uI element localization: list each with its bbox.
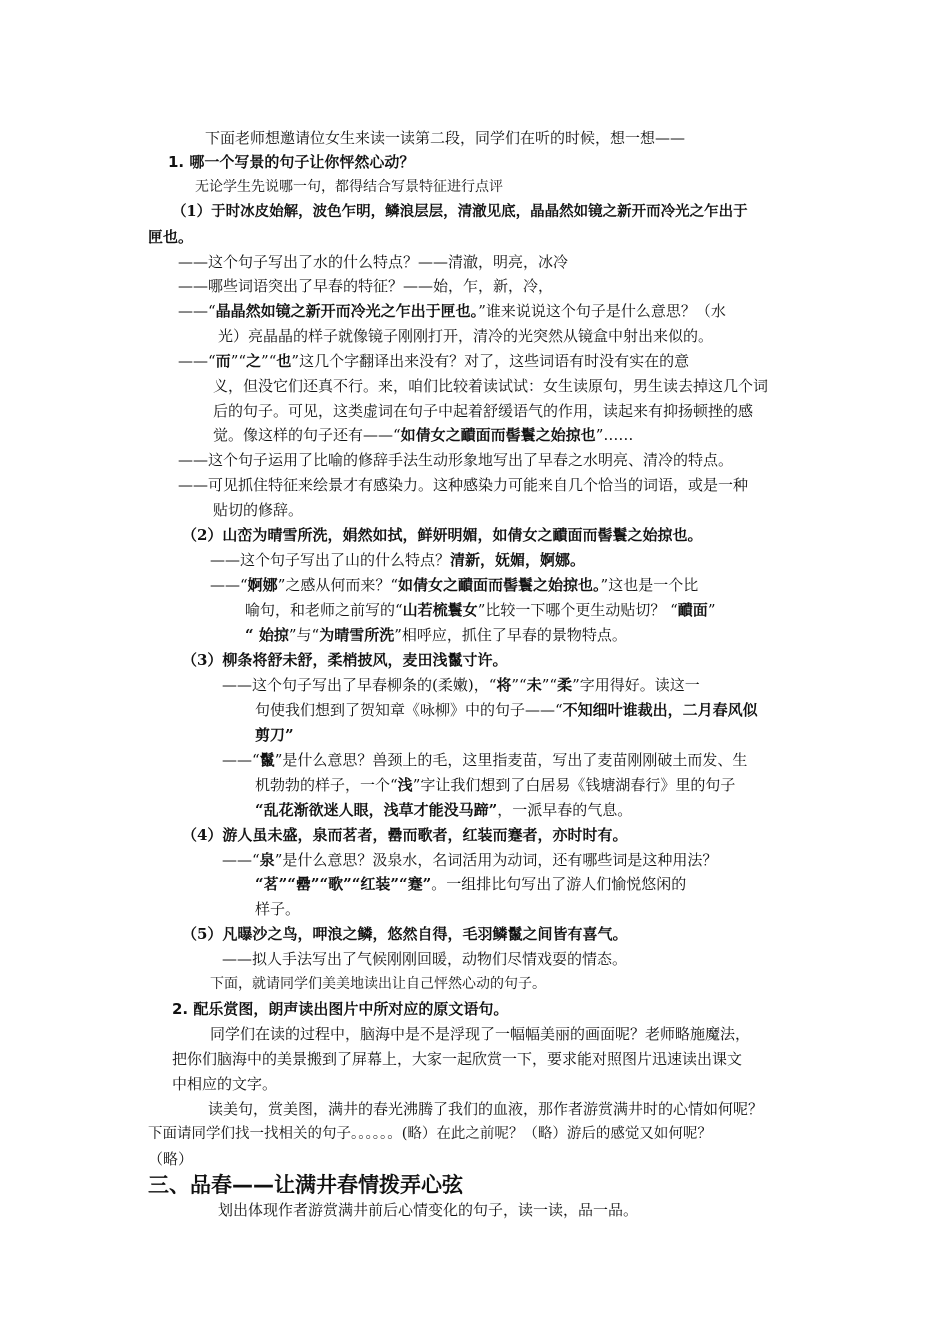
analysis-line: 后的句子。可见，这类虚词在句子中起着舒缓语气的作用，读起来有抑扬顿挫的感: [213, 402, 754, 420]
analysis-line: 光）亮晶晶的样子就像镜子刚刚打开，清冷的光突然从镜盒中射出来似的。: [218, 327, 714, 345]
analysis-line: ——这个句子写出了水的什么特点？——清澈，明亮，冰冷: [178, 253, 569, 271]
paragraph-line: 下面老师想邀请位女生来读一读第二段，同学们在听的时候，想一想——: [205, 129, 686, 147]
question-heading: 2. 配乐赏图，朗声读出图片中所对应的原文语句。: [172, 1000, 509, 1018]
analysis-line: 样子。: [255, 900, 301, 918]
analysis-line: ——“晶晶然如镜之新开而冷光之乍出于匣也。”谁来说说这个句子是什么意思？（水: [178, 302, 726, 320]
quote-sentence-3: （3）柳条将舒未舒，柔梢披风，麦田浅鬣寸许。: [182, 651, 508, 669]
quote-sentence-1-cont: 匣也。: [148, 228, 194, 246]
analysis-line: ——“婀娜”之感从何而来？“如倩女之靧面而髻鬟之始掠也。”这也是一个比: [210, 576, 699, 594]
paragraph-line: 同学们在读的过程中，脑海中是不是浮现了一幅幅美丽的画面呢？老师略施魔法，: [210, 1025, 751, 1043]
analysis-line: ——这个句子写出了早春柳条的(柔嫩)，“将”“未”“柔”字用得好。读这一: [222, 676, 700, 694]
analysis-line: ——“泉”是什么意思？汲泉水，名词活用为动词，还有哪些词是这种用法？: [222, 851, 718, 869]
analysis-line: “ 始掠”与“为晴雪所洗”相呼应，抓住了早春的景物特点。: [245, 626, 627, 644]
analysis-line: 义，但没它们还真不行。来，咱们比较着读试试：女生读原句，男生读去掉这几个词: [213, 377, 769, 395]
analysis-line: 机勃勃的样子，一个“浅”字让我们想到了白居易《钱塘湖春行》里的句子: [255, 776, 736, 794]
analysis-line: 觉。像这样的句子还有——“如倩女之靧面而髻鬟之始掠也”……: [213, 426, 634, 444]
paragraph-line: （略）: [148, 1150, 194, 1168]
paragraph-line: 读美句，赏美图，满井的春光沸腾了我们的血液，那作者游赏满井时的心情如何呢？: [208, 1100, 764, 1118]
analysis-line: “茗”“罍”“歌”“红装”“蹇”。一组排比句写出了游人们愉悦悠闲的: [255, 875, 687, 893]
analysis-line: ——这个句子写出了山的什么特点？清新，妩媚，婀娜。: [210, 551, 586, 569]
analysis-line: ——哪些词语突出了早春的特征？——始，乍，新，冷，: [178, 277, 554, 295]
analysis-line: ——“鬣”是什么意思？兽颈上的毛，这里指麦苗，写出了麦苗刚刚破土而发、生: [222, 751, 748, 769]
paragraph-line: 中相应的文字。: [172, 1075, 278, 1093]
analysis-line: ——这个句子运用了比喻的修辞手法生动形象地写出了早春之水明亮、清冷的特点。: [178, 451, 734, 469]
quote-sentence-5: （5）凡曝沙之鸟，呷浪之鳞，悠然自得，毛羽鳞鬣之间皆有喜气。: [182, 925, 628, 943]
teaching-note: 下面，就请同学们美美地读出让自己怦然心动的句子。: [210, 976, 546, 992]
analysis-line: “乱花渐欲迷人眼，浅草才能没马蹄”，一派早春的气息。: [255, 801, 633, 819]
teaching-note: 无论学生先说哪一句，都得结合写景特征进行点评: [195, 179, 503, 195]
analysis-line: ——拟人手法写出了气候刚刚回暖，动物们尽情戏耍的情态。: [222, 950, 628, 968]
question-heading: 1. 哪一个写景的句子让你怦然心动？: [168, 153, 415, 171]
paragraph-line: 把你们脑海中的美景搬到了屏幕上，大家一起欣赏一下，要求能对照图片迅速读出课文: [172, 1050, 743, 1068]
paragraph-line: 划出体现作者游赏满井前后心情变化的句子，读一读，品一品。: [218, 1201, 639, 1219]
analysis-line: 句使我们想到了贺知章《咏柳》中的句子——“不知细叶谁裁出，二月春风似: [255, 701, 758, 719]
section-heading: 三、品春——让满井春情拨弄心弦: [148, 1173, 463, 1197]
quote-sentence-2: （2）山峦为晴雪所洗，娟然如拭，鲜妍明媚，如倩女之靧面而髻鬟之始掠也。: [182, 526, 703, 544]
analysis-line: 喻句，和老师之前写的“山若梳鬟女”比较一下哪个更生动贴切？ “靧面”: [245, 601, 716, 619]
quote-sentence-4: （4）游人虽未盛，泉而茗者，罍而歌者，红装而蹇者，亦时时有。: [182, 826, 628, 844]
analysis-line: 贴切的修辞。: [213, 501, 304, 519]
analysis-line: ——可见抓住特征来绘景才有感染力。这种感染力可能来自几个恰当的词语，或是一种: [178, 476, 749, 494]
analysis-line: ——“而”“之”“也”这几个字翻译出来没有？对了，这些词语有时没有实在的意: [178, 352, 690, 370]
quote-sentence-1: （1）于时冰皮始解，波色乍明，鳞浪层层，清澈见底，晶晶然如镜之新开而冷光之乍出于: [172, 203, 748, 220]
paragraph-line: 下面请同学们找一找相关的句子。。。。。。(略）在此之前呢？（略）游后的感觉又如何呢？: [148, 1126, 712, 1142]
analysis-line: 剪刀”: [255, 726, 294, 744]
